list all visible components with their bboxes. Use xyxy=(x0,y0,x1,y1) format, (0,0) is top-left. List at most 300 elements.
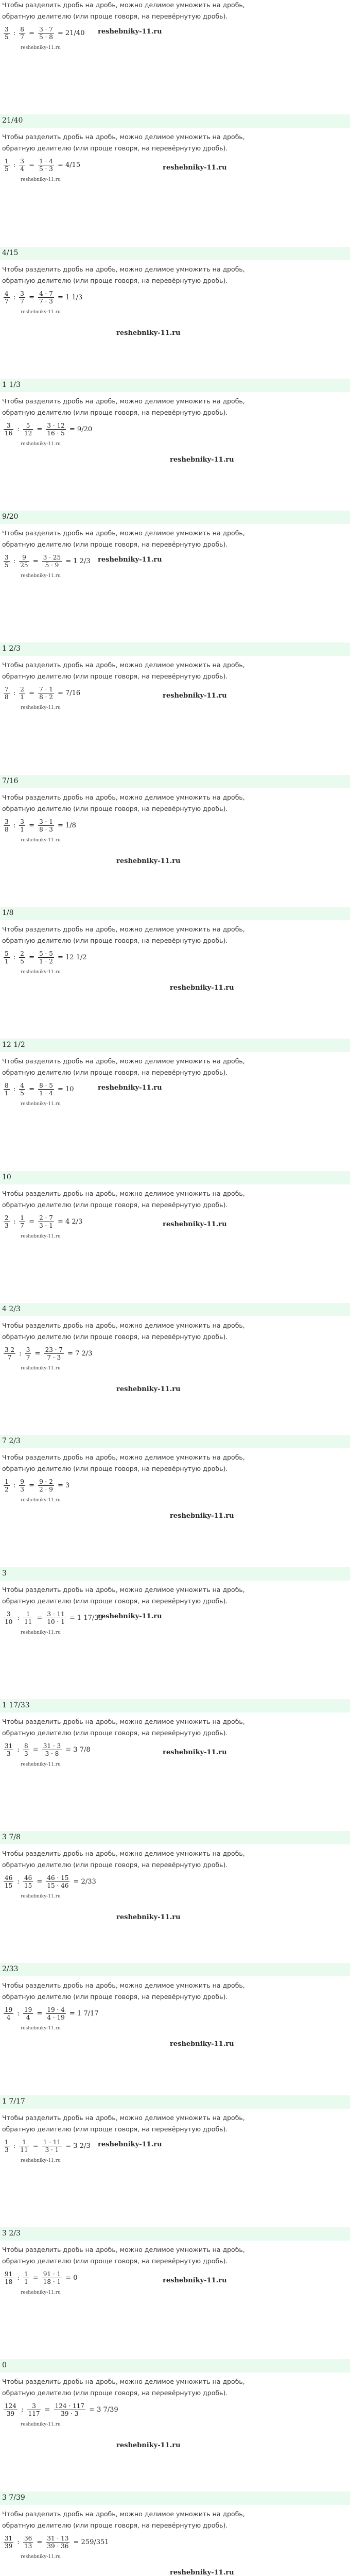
solution-block xyxy=(0,264,350,396)
result-value: 7 2/3 xyxy=(75,1349,93,1358)
dividend-fraction xyxy=(4,290,10,305)
product-fraction-num: 5 · 5 xyxy=(39,950,53,958)
divisor-fraction xyxy=(19,158,25,173)
answer-text: 3 2/3 xyxy=(2,2229,21,2238)
answer-text: 2/33 xyxy=(2,1965,19,1974)
result-value: 3 xyxy=(65,1482,70,1490)
divisor-fraction xyxy=(27,2402,41,2417)
dividend-fraction xyxy=(4,1611,13,1625)
divisor-fraction-den: 7 xyxy=(20,297,24,305)
rule-text: Чтобы разделить дробь на дробь, можно делимое умножить на дробь, xyxy=(2,793,245,801)
watermark-small: reshebniky-11.ru xyxy=(21,705,61,711)
dividend-fraction xyxy=(4,2535,13,2550)
product-fraction xyxy=(46,1611,65,1625)
rule-text: Чтобы разделить дробь на дробь, можно делимое умножить на дробь, xyxy=(2,529,245,537)
dividend-fraction-num: 19 xyxy=(5,2006,13,2014)
product-fraction-den: 18 · 1 xyxy=(43,2278,61,2286)
solution-block xyxy=(0,2377,350,2509)
rule-text-2: обратную делителю (или проще говоря, на перевёрнутую дробь). xyxy=(2,1465,228,1473)
watermark-small: reshebniky-11.ru xyxy=(21,837,61,843)
divisor-fraction-num: 4 xyxy=(20,1082,24,1090)
divisor-fraction-num: 3 xyxy=(20,818,24,825)
solution-block xyxy=(0,1849,350,1980)
product-fraction xyxy=(42,1742,62,1757)
divisor-fraction-num: 46 xyxy=(24,1874,32,1882)
divisor-fraction xyxy=(23,2006,33,2021)
answer-text: 12 1/2 xyxy=(2,1041,25,1049)
watermark-small: reshebniky-11.ru xyxy=(21,1101,61,1107)
product-fraction-num: 3 · 12 xyxy=(47,421,65,429)
dividend-fraction xyxy=(4,2270,13,2285)
dividend-fraction xyxy=(4,158,10,173)
divisor-fraction xyxy=(19,818,25,833)
solution-work: $\frac{31}{39}$ : $\frac{36}{13}$ = $\frac{31 \cdot 13}{39 \cdot 36}$ = 259/351 xyxy=(5,2534,109,2550)
divisor-fraction-den: 4 xyxy=(20,165,24,173)
divisor-fraction-den: 11 xyxy=(24,1618,32,1625)
divisor-fraction-den: 117 xyxy=(28,2410,40,2418)
watermark: reshebniky-11.ru xyxy=(170,455,234,464)
product-fraction xyxy=(46,2535,69,2550)
solution-block xyxy=(0,132,350,264)
product-fraction xyxy=(38,158,54,173)
divisor-fraction xyxy=(19,1082,25,1097)
divisor-fraction-num: 2 xyxy=(20,950,24,958)
answer-text: 3 7/39 xyxy=(2,2493,25,2502)
dividend-fraction-den: 4 xyxy=(6,2014,11,2022)
rule-text-2: обратную делителю (или проще говоря, на перевёрнутую дробь). xyxy=(2,1861,228,1869)
divisor-fraction xyxy=(19,554,29,569)
divisor-fraction-den: 5 xyxy=(20,1090,24,1097)
product-fraction-den: 2 · 9 xyxy=(39,1486,53,1494)
watermark: reshebniky-11.ru xyxy=(116,1913,181,1922)
product-fraction-den: 16 · 5 xyxy=(47,429,65,437)
solution-block xyxy=(0,1585,350,1717)
product-fraction-num: 31 · 3 xyxy=(43,1742,61,1750)
product-fraction-num: 4 · 7 xyxy=(39,290,53,297)
dividend-fraction-num: 8 xyxy=(5,1082,9,1090)
solution-work: $\frac{4}{7}$ : $\frac{3}{7}$ = $\frac{4 \cdot 7}{7 \cdot 3}$ = 1 1/3 xyxy=(5,290,83,305)
result-value: 7/16 xyxy=(65,689,81,698)
rule-text-2: обратную делителю (или проще говоря, на перевёрнутую дробь). xyxy=(2,2125,228,2133)
product-fraction-den: 7 · 3 xyxy=(47,1353,61,1361)
solution-work: $\frac{1}{2}$ : $\frac{9}{3}$ = $\frac{9 \cdot 2}{2 \cdot 9}$ = 3 xyxy=(5,1478,70,1494)
answer-band xyxy=(0,1039,350,1052)
dividend-fraction xyxy=(4,1742,13,1757)
watermark: reshebniky-11.ru xyxy=(170,984,234,992)
answer-text: 21/40 xyxy=(2,116,23,125)
answer-text: 1/8 xyxy=(2,909,14,918)
rule-text-2: обратную делителю (или проще говоря, на перевёрнутую дробь). xyxy=(2,2257,228,2265)
dividend-fraction-den: 5 xyxy=(5,562,9,569)
watermark-small: reshebniky-11.ru xyxy=(21,45,61,50)
divisor-fraction-den: 15 xyxy=(24,1882,32,1890)
divisor-fraction-den: 7 xyxy=(20,1222,24,1229)
watermark-small: reshebniky-11.ru xyxy=(21,1365,61,1371)
result-value: 3 7/8 xyxy=(73,1745,91,1754)
dividend-fraction-den: 16 xyxy=(5,429,13,437)
rule-text-2: обратную делителю (или проще говоря, на перевёрнутую дробь). xyxy=(2,12,228,20)
watermark: reshebniky-11.ru xyxy=(170,2568,234,2576)
watermark: reshebniky-11.ru xyxy=(98,2140,162,2148)
solution-work: $\frac{3}{10}$ : $\frac{1}{11}$ = $\frac{3 \cdot 11}{10 \cdot 1}$ = 1 17/33 xyxy=(5,1610,103,1625)
product-fraction-num: 3 · 7 xyxy=(39,26,53,33)
answer-text: 1 2/3 xyxy=(2,645,21,653)
product-fraction-num: 3 · 11 xyxy=(47,1610,65,1618)
divisor-fraction-num: 36 xyxy=(24,2534,32,2542)
answer-band xyxy=(0,511,350,524)
dividend-fraction xyxy=(4,1478,10,1493)
watermark-small: reshebniky-11.ru xyxy=(21,573,61,579)
solution-work: $\frac{1}{3}$ : $\frac{1}{11}$ = $\frac{1 \cdot 11}{3 \cdot 1}$ = 3 2/3 xyxy=(5,2138,91,2154)
divisor-fraction-num: 3 xyxy=(26,1346,30,1353)
product-fraction-num: 1 · 4 xyxy=(39,158,53,165)
solution-block xyxy=(0,1717,350,1849)
product-fraction-den: 1 · 2 xyxy=(39,958,53,965)
watermark-small: reshebniky-11.ru xyxy=(21,1761,61,1767)
product-fraction-num: 31 · 13 xyxy=(47,2534,69,2542)
answer-band xyxy=(0,2095,350,2109)
dividend-fraction-den: 5 xyxy=(5,165,9,173)
product-fraction-den: 5 · 3 xyxy=(39,165,53,173)
divisor-fraction-num: 3 xyxy=(27,2402,41,2410)
solution-work: $\frac{3}{8}$ : $\frac{3}{1}$ = $\frac{3 \cdot 1}{8 \cdot 3}$ = 1/8 xyxy=(5,818,76,833)
rule-text: Чтобы разделить дробь на дробь, можно делимое умножить на дробь, xyxy=(2,1321,245,1329)
dividend-fraction-num: 124 xyxy=(5,2402,16,2410)
rule-text-2: обратную делителю (или проще говоря, на перевёрнутую дробь). xyxy=(2,540,228,549)
dividend-fraction-num: 3 xyxy=(4,1611,13,1618)
result-value: 1 1/3 xyxy=(65,293,83,301)
dividend-fraction xyxy=(4,686,10,701)
answer-text: 1 17/33 xyxy=(2,1701,30,1709)
divisor-fraction-den: 25 xyxy=(20,562,28,569)
divisor-fraction-num: 1 xyxy=(20,1214,24,1222)
dividend-fraction-den: 1 xyxy=(5,958,9,965)
watermark: reshebniky-11.ru xyxy=(98,556,162,564)
divisor-fraction-den: 11 xyxy=(20,2146,28,2154)
rule-text-2: обратную делителю (или проще говоря, на перевёрнутую дробь). xyxy=(2,1728,228,1737)
dividend-fraction-num: 5 xyxy=(5,950,9,958)
solution-block xyxy=(0,2113,350,2245)
answer-band xyxy=(0,1699,350,1713)
divisor-fraction-num: 3 xyxy=(20,158,24,165)
product-fraction xyxy=(38,818,54,833)
answer-band xyxy=(0,379,350,392)
product-fraction-den: 3 · 8 xyxy=(45,1750,59,1757)
solution-work: $\frac{3}{16}$ : $\frac{5}{12}$ = $\frac{3 \cdot 12}{16 \cdot 5}$ = 9/20 xyxy=(5,421,93,437)
rule-text: Чтобы разделить дробь на дробь, можно делимое умножить на дробь, xyxy=(2,265,245,273)
result-value: 12 1/2 xyxy=(65,954,87,962)
dividend-fraction-num: 46 xyxy=(5,1874,13,1882)
watermark-small: reshebniky-11.ru xyxy=(21,2290,61,2296)
divisor-fraction xyxy=(19,686,25,701)
product-fraction-den: 4 · 19 xyxy=(47,2014,65,2022)
result-value: 1 17/33 xyxy=(77,1614,103,1622)
result-value: 4/15 xyxy=(65,161,81,170)
product-fraction-den: 10 · 1 xyxy=(47,1618,65,1625)
product-fraction-num: 8 · 5 xyxy=(39,1082,53,1090)
solution-block xyxy=(0,0,350,132)
divisor-fraction xyxy=(23,422,33,437)
divisor-fraction xyxy=(19,26,25,41)
solution-block xyxy=(0,2509,350,2576)
product-fraction xyxy=(38,1478,54,1493)
dividend-fraction xyxy=(4,1082,10,1097)
watermark: reshebniky-11.ru xyxy=(116,857,181,865)
product-fraction-num: 46 · 15 xyxy=(47,1874,69,1882)
divisor-fraction xyxy=(19,1214,25,1229)
product-fraction-num: 91 · 1 xyxy=(43,2270,61,2278)
divisor-fraction-den: 1 xyxy=(20,693,24,701)
rule-text: Чтобы разделить дробь на дробь, можно делимое умножить на дробь, xyxy=(2,661,245,669)
solution-work: $\frac{46}{15}$ : $\frac{46}{15}$ = $\frac{46 \cdot 15}{15 \cdot 46}$ = 2/33 xyxy=(5,1874,96,1890)
rule-text-2: обратную делителю (или проще говоря, на перевёрнутую дробь). xyxy=(2,408,228,416)
dividend-fraction-num: 31 xyxy=(5,1742,13,1750)
dividend-fraction-den: 8 xyxy=(5,825,9,833)
answer-band xyxy=(0,2227,350,2241)
product-fraction xyxy=(54,2402,85,2417)
dividend-fraction xyxy=(4,554,10,569)
result-value: 1 7/17 xyxy=(77,2010,99,2018)
product-fraction-den: 5 · 8 xyxy=(39,33,53,41)
watermark-small: reshebniky-11.ru xyxy=(21,1630,61,1635)
answer-text: 9/20 xyxy=(2,513,19,521)
product-fraction-den: 1 · 4 xyxy=(39,1090,53,1097)
solution-block xyxy=(0,1452,350,1584)
product-fraction xyxy=(42,2270,62,2285)
solution-block xyxy=(0,660,350,792)
watermark: reshebniky-11.ru xyxy=(163,1748,227,1756)
divisor-fraction-den: 7 xyxy=(20,33,24,41)
divisor-fraction-den: 13 xyxy=(24,2542,32,2550)
product-fraction-num: 124 · 117 xyxy=(55,2402,84,2410)
answer-text: 1 7/17 xyxy=(2,2097,25,2106)
watermark: reshebniky-11.ru xyxy=(116,2442,181,2450)
dividend-fraction-num: 3 2 xyxy=(5,1346,15,1353)
dividend-fraction-num: 3 xyxy=(5,26,9,33)
dividend-fraction-den: 3 xyxy=(6,1750,11,1757)
divisor-fraction xyxy=(23,1874,33,1889)
product-fraction-den: 15 · 46 xyxy=(47,1882,69,1890)
result-value: 10 xyxy=(65,1086,74,1094)
product-fraction-den: 8 · 2 xyxy=(39,693,53,701)
answer-band xyxy=(0,247,350,260)
divisor-fraction-num: 8 xyxy=(24,1742,28,1750)
product-fraction-num: 9 · 2 xyxy=(39,1478,53,1486)
answer-band xyxy=(0,1435,350,1448)
answer-text: 7 2/3 xyxy=(2,1437,21,1446)
dividend-fraction xyxy=(4,422,13,437)
solution-block xyxy=(0,1980,350,2112)
solution-block xyxy=(0,528,350,660)
rule-text: Чтобы разделить дробь на дробь, можно делимое умножить на дробь, xyxy=(2,1717,245,1725)
divisor-fraction xyxy=(19,290,25,305)
solution-block xyxy=(0,2245,350,2377)
answer-band xyxy=(0,1567,350,1581)
answer-band xyxy=(0,907,350,920)
answer-band xyxy=(0,775,350,788)
divisor-fraction-num: 3 xyxy=(20,290,24,297)
product-fraction xyxy=(38,1082,54,1097)
result-value: 2/33 xyxy=(81,1878,96,1886)
rule-text-2: обратную делителю (или проще говоря, на перевёрнутую дробь). xyxy=(2,1200,228,1209)
divisor-fraction-den: 1 xyxy=(24,2278,28,2286)
solution-block xyxy=(0,396,350,528)
result-value: 3 7/39 xyxy=(97,2406,118,2414)
solution-work: $\frac{5}{1}$ : $\frac{2}{5}$ = $\frac{5 \cdot 5}{1 \cdot 2}$ = 12 1/2 xyxy=(5,950,87,965)
solution-work: $\frac{1}{5}$ : $\frac{3}{4}$ = $\frac{1 \cdot 4}{5 \cdot 3}$ = 4/15 xyxy=(5,158,81,173)
watermark: reshebniky-11.ru xyxy=(163,164,227,172)
divisor-fraction xyxy=(23,2270,29,2285)
solution-work: $\frac{124}{39}$ : $\frac{3}{117}$ = $\frac{124 \cdot 117}{39 \cdot 3}$ = 3 7/39 xyxy=(5,2402,118,2418)
divisor-fraction-num: 1 xyxy=(24,2270,28,2278)
product-fraction-num: 23 · 7 xyxy=(45,1346,63,1353)
solution-work: $\frac{19}{4}$ : $\frac{19}{4}$ = $\frac{19 \cdot 4}{4 \cdot 19}$ = 1 7/17 xyxy=(5,2006,99,2022)
solution-block xyxy=(0,1056,350,1188)
answer-text: 3 7/8 xyxy=(2,1833,21,1842)
product-fraction-den: 5 · 9 xyxy=(45,562,59,569)
divisor-fraction-num: 5 xyxy=(23,422,33,430)
rule-text-2: обратную делителю (или проще говоря, на перевёрнутую дробь). xyxy=(2,1069,228,1077)
watermark: reshebniky-11.ru xyxy=(163,692,227,700)
result-value: 1 2/3 xyxy=(73,557,91,566)
watermark-small: reshebniky-11.ru xyxy=(21,177,61,183)
divisor-fraction-num: 9 xyxy=(19,554,29,562)
rule-text: Чтобы разделить дробь на дробь, можно делимое умножить на дробь, xyxy=(2,2378,245,2386)
rule-text-2: обратную делителю (или проще говоря, на перевёрнутую дробь). xyxy=(2,144,228,152)
rule-text: Чтобы разделить дробь на дробь, можно делимое умножить на дробь, xyxy=(2,1981,245,1990)
product-fraction-num: 2 · 7 xyxy=(39,1214,53,1222)
dividend-fraction-num: 3 xyxy=(5,818,9,825)
dividend-fraction-den: 18 xyxy=(5,2278,13,2286)
watermark: reshebniky-11.ru xyxy=(98,28,162,36)
solution-work: $\frac{3}{5}$ : $\frac{9}{25}$ = $\frac{3 \cdot 25}{5 \cdot 9}$ = 1 2/3 xyxy=(5,554,91,569)
product-fraction xyxy=(42,554,62,569)
divisor-fraction-num: 1 xyxy=(19,2139,29,2146)
solution-work: $\frac{3 2}{7}$ : $\frac{3}{7}$ = $\frac{23 \cdot 7}{7 \cdot 3}$ = 7 2/3 xyxy=(5,1346,93,1361)
result-value: 0 xyxy=(73,2274,78,2282)
divisor-fraction-den: 7 xyxy=(26,1353,30,1361)
solution-block xyxy=(0,1189,350,1320)
dividend-fraction xyxy=(4,1214,10,1229)
dividend-fraction-num: 31 xyxy=(5,2534,13,2542)
divisor-fraction-den: 3 xyxy=(24,1750,28,1757)
divisor-fraction-num: 1 xyxy=(23,1611,33,1618)
answer-text: 4/15 xyxy=(2,248,19,257)
product-fraction xyxy=(46,2006,65,2021)
dividend-fraction-num: 1 xyxy=(5,2138,9,2146)
divisor-fraction xyxy=(23,1611,33,1625)
product-fraction xyxy=(38,1214,54,1229)
result-value: 1/8 xyxy=(65,821,76,829)
dividend-fraction-den: 39 xyxy=(5,2542,13,2550)
dividend-fraction-den: 39 xyxy=(6,2410,15,2418)
result-value: 3 2/3 xyxy=(73,2142,91,2150)
watermark: reshebniky-11.ru xyxy=(98,1612,162,1620)
product-fraction-num: 3 · 25 xyxy=(43,554,61,562)
dividend-fraction-den: 2 xyxy=(5,1486,9,1494)
watermark-small: reshebniky-11.ru xyxy=(21,1233,61,1239)
dividend-fraction-num: 7 xyxy=(5,686,9,693)
answer-text: 3 xyxy=(2,1569,7,1578)
rule-text-2: обратную делителю (или проще говоря, на перевёрнутую дробь). xyxy=(2,1993,228,2001)
answer-band xyxy=(0,642,350,656)
product-fraction xyxy=(38,290,54,305)
solution-block xyxy=(0,792,350,924)
watermark-small: reshebniky-11.ru xyxy=(21,309,61,315)
answer-text: 1 1/3 xyxy=(2,380,21,389)
result-value: 259/351 xyxy=(81,2538,109,2546)
rule-text-2: обратную делителю (или проще говоря, на перевёрнутую дробь). xyxy=(2,2389,228,2397)
answer-band xyxy=(0,1171,350,1184)
result-value: 21/40 xyxy=(65,29,85,37)
watermark-small: reshebniky-11.ru xyxy=(21,970,61,975)
answer-text: 0 xyxy=(2,2361,7,2370)
watermark: reshebniky-11.ru xyxy=(163,2277,227,2285)
dividend-fraction-num: 3 xyxy=(4,422,13,430)
watermark: reshebniky-11.ru xyxy=(170,1512,234,1520)
divisor-fraction-num: 2 xyxy=(20,686,24,693)
solution-work: $\frac{31}{3}$ : $\frac{8}{3}$ = $\frac{31 \cdot 3}{3 \cdot 8}$ = 3 7/8 xyxy=(5,1742,91,1757)
product-fraction-den: 8 · 3 xyxy=(39,825,53,833)
dividend-fraction-den: 15 xyxy=(5,1882,13,1890)
dividend-fraction-den: 5 xyxy=(5,33,9,41)
dividend-fraction-den: 3 xyxy=(5,2146,9,2154)
watermark-small: reshebniky-11.ru xyxy=(21,2158,61,2163)
dividend-fraction xyxy=(4,818,10,833)
divisor-fraction xyxy=(25,1346,31,1361)
watermark-small: reshebniky-11.ru xyxy=(21,1894,61,1900)
rule-text: Чтобы разделить дробь на дробь, можно делимое умножить на дробь, xyxy=(2,1453,245,1462)
watermark-small: reshebniky-11.ru xyxy=(21,441,61,447)
watermark-small: reshebniky-11.ru xyxy=(21,1498,61,1503)
product-fraction-num: 7 · 1 xyxy=(39,686,53,693)
rule-text: Чтобы разделить дробь на дробь, можно делимое умножить на дробь, xyxy=(2,397,245,405)
answer-band xyxy=(0,1963,350,1976)
divisor-fraction-num: 8 xyxy=(20,26,24,33)
dividend-fraction xyxy=(4,2139,10,2154)
product-fraction-num: 1 · 11 xyxy=(43,2138,61,2146)
product-fraction-num: 19 · 4 xyxy=(47,2006,65,2014)
product-fraction-den: 3 · 1 xyxy=(45,2146,59,2154)
rule-text-2: обратную делителю (или проще говоря, на перевёрнутую дробь). xyxy=(2,937,228,945)
watermark: reshebniky-11.ru xyxy=(163,1220,227,1228)
rule-text-2: обратную делителю (или проще говоря, на перевёрнутую дробь). xyxy=(2,804,228,812)
dividend-fraction-den: 7 xyxy=(5,297,9,305)
rule-text-2: обратную делителю (или проще говоря, на перевёрнутую дробь). xyxy=(2,672,228,681)
dividend-fraction-den: 3 xyxy=(5,1222,9,1229)
divisor-fraction-den: 12 xyxy=(24,429,32,437)
result-value: 4 2/3 xyxy=(65,1217,83,1226)
dividend-fraction-den: 10 xyxy=(5,1618,13,1625)
divisor-fraction-den: 3 xyxy=(20,1486,24,1494)
watermark: reshebniky-11.ru xyxy=(170,2040,234,2048)
dividend-fraction-num: 4 xyxy=(5,290,9,297)
watermark: reshebniky-11.ru xyxy=(116,1385,181,1393)
solution-work: $\frac{3}{5}$ : $\frac{8}{7}$ = $\frac{3 \cdot 7}{5 \cdot 8}$ = 21/40 xyxy=(5,26,85,41)
dividend-fraction xyxy=(4,2006,13,2021)
answer-text: 4 2/3 xyxy=(2,1304,21,1313)
product-fraction-num: 3 · 1 xyxy=(39,818,53,825)
rule-text: Чтобы разделить дробь на дробь, можно делимое умножить на дробь, xyxy=(2,133,245,141)
watermark-small: reshebniky-11.ru xyxy=(21,2554,61,2560)
solution-work: $\frac{91}{18}$ : $\frac{1}{1}$ = $\frac{91 \cdot 1}{18 \cdot 1}$ = 0 xyxy=(5,2270,78,2286)
dividend-fraction-num: 3 xyxy=(5,554,9,562)
dividend-fraction xyxy=(4,1874,13,1889)
dividend-fraction xyxy=(4,2402,18,2417)
answer-band xyxy=(0,2359,350,2372)
divisor-fraction xyxy=(23,2535,33,2550)
rule-text-2: обратную делителю (или проще говоря, на перевёрнутую дробь). xyxy=(2,276,228,284)
